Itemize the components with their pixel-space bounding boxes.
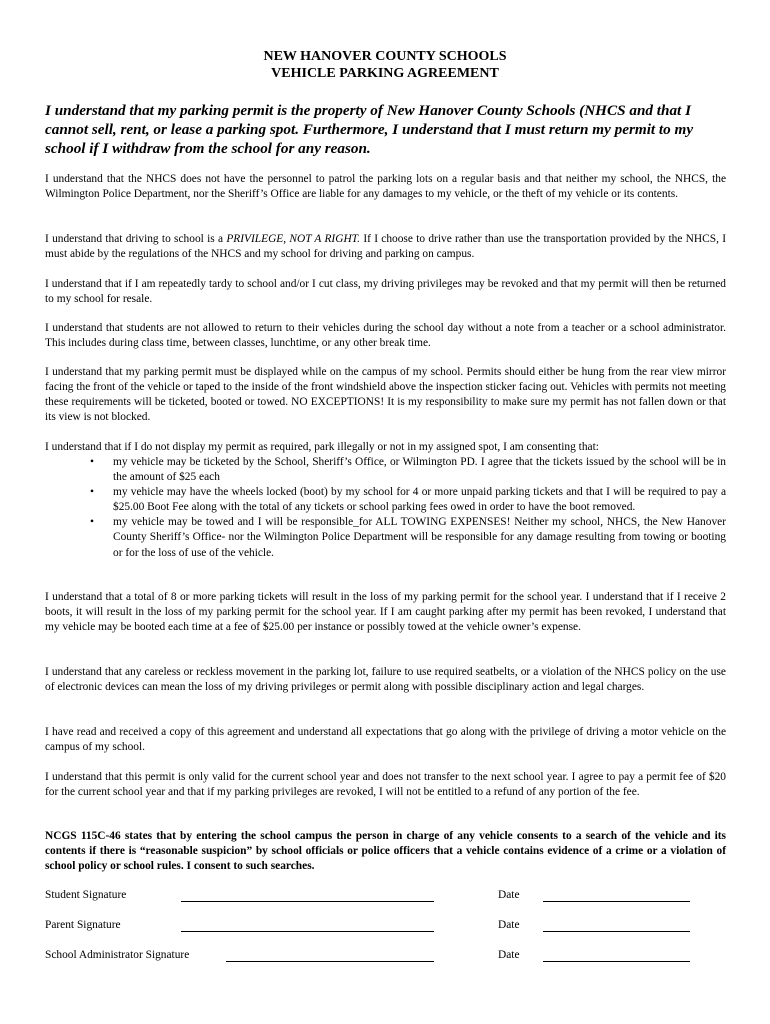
paragraph-consent: I understand that if I do not display my permit as required, park illegally or not in my assigned spot, I am consenting that: xyxy=(45,441,599,453)
admin-date-label: Date xyxy=(498,949,520,961)
paragraph-acknowledgement: I have read and received a copy of this agreement and understand all expectations that go along with the privilege of driving a motor vehicle on the campus of my school. xyxy=(45,726,726,754)
parent-date-line[interactable] xyxy=(543,931,690,932)
parent-date-label: Date xyxy=(498,919,520,931)
document-title xyxy=(0,48,770,82)
admin-signature-line[interactable] xyxy=(226,961,434,962)
admin-signature-label: School Administrator Signature xyxy=(45,949,190,961)
bullet-icon: • xyxy=(90,486,94,499)
list-item xyxy=(85,515,726,560)
bullet-icon: • xyxy=(90,516,94,529)
student-date-line[interactable] xyxy=(543,901,690,902)
paragraph-tardy: I understand that if I am repeatedly tardy to school and/or I cut class, my driving privileges may be revoked and that my permit will then be returned to my school for resale. xyxy=(45,278,726,306)
privilege-text-post: If I choose to drive rather than use the transportation provided by the NHCS, I must abide by the regulations of the NHCS and my school for driving and parking on campus. xyxy=(45,233,726,261)
title-line-2: VEHICLE PARKING AGREEMENT xyxy=(271,66,499,81)
paragraph-search-consent: NCGS 115C-46 states that by entering the school campus the person in charge of any vehicle consents to a search of the vehicle and its contents if there is “reasonable suspicion” by school officials or police officers that a vehicle contains evidence of a crime or a violation of school policy or school rules. I consent to such searches. xyxy=(45,830,726,873)
student-signature-label: Student Signature xyxy=(45,889,127,901)
paragraph-permit-display: I understand that my parking permit must be displayed while on the campus of my school. Permits should either be hung from the rear view mirror facing the front of the vehicle or taped to the inside of the front windshield above the inspection sticker facing out. Vehicles with permits not meeting these requirements will be ticketed, booted or towed. NO EXCEPTIONS! It is my responsibility to make sure my permit has not fallen down or that its view is not blocked. xyxy=(45,366,726,424)
paragraph-permit-fee: I understand that this permit is only valid for the current school year and does not transfer to the next school year. I agree to pay a permit fee of $20 for the current school year and that if my parking privileges are revoked, I will not be entitled to a refund of any portion of the fee. xyxy=(45,771,726,799)
list-item xyxy=(85,455,726,485)
paragraph-privilege xyxy=(45,232,726,262)
consent-list xyxy=(85,455,726,561)
paragraph-liability: I understand that the NHCS does not have the personnel to patrol the parking lots on a regular basis and that neither my school, the NHCS, the Wilmington Police Department, nor the Sheriff’s Office are liable for any damages to my vehicle, or the theft of my vehicle or its contents. xyxy=(45,173,726,201)
admin-date-line[interactable] xyxy=(543,961,690,962)
title-line-1: NEW HANOVER COUNTY SCHOOLS xyxy=(263,49,507,64)
paragraph-ticket-limit: I understand that a total of 8 or more parking tickets will result in the loss of my parking permit for the school year. I understand that if I receive 2 boots, it will result in the loss of my parking permit for the school year. If I am caught parking after my permit has been revoked, I understand that my vehicle may be booted each time at a fee of $25.00 per instance or possibly towed at the vehicle owner’s expense. xyxy=(45,591,726,634)
list-item-text: my vehicle may have the wheels locked (boot) by my school for 4 or more unpaid parking tickets and that I will be required to pay a $25.00 Boot Fee along with the total of any tickets or school parking fees owed in order to have the boot removed. xyxy=(113,486,726,514)
paragraph-vehicle-access: I understand that students are not allowed to return to their vehicles during the school day without a note from a teacher or a school administrator. This includes during class time, between classes, lunchtime, or any other break time. xyxy=(45,322,726,350)
student-signature-line[interactable] xyxy=(181,901,434,902)
student-date-label: Date xyxy=(498,889,520,901)
intro-statement: I understand that my parking permit is the property of New Hanover County Schools (NHCS and that I cannot sell, rent, or lease a parking spot. Furthermore, I understand that I must return my permit to my school if I withdraw from the school for any reason. xyxy=(45,102,694,157)
list-item-text: my vehicle may be towed and I will be responsible_for ALL TOWING EXPENSES! Neither my school, NHCS, the New Hanover County Sheriff’s Office- nor the Wilmington Police Department will be responsible for any damage resulting from towing or booting or for the loss of use of the vehicle. xyxy=(113,516,726,559)
privilege-emphasis: PRIVILEGE, NOT A RIGHT. xyxy=(226,233,361,245)
list-item-text: my vehicle may be ticketed by the School, Sheriff’s Office, or Wilmington PD. I agree that the tickets issued by the school will be in the amount of $25 each xyxy=(113,456,726,484)
privilege-text-pre: I understand that driving to school is a xyxy=(45,233,227,245)
paragraph-conduct: I understand that any careless or reckless movement in the parking lot, failure to use required seatbelts, or a violation of the NHCS policy on the use of electronic devices can mean the loss of my driving privileges or permit along with possible disciplinary action and legal charges. xyxy=(45,666,726,694)
parent-signature-label: Parent Signature xyxy=(45,919,121,931)
bullet-icon: • xyxy=(90,456,94,468)
parent-signature-line[interactable] xyxy=(181,931,434,932)
list-item xyxy=(85,485,726,515)
